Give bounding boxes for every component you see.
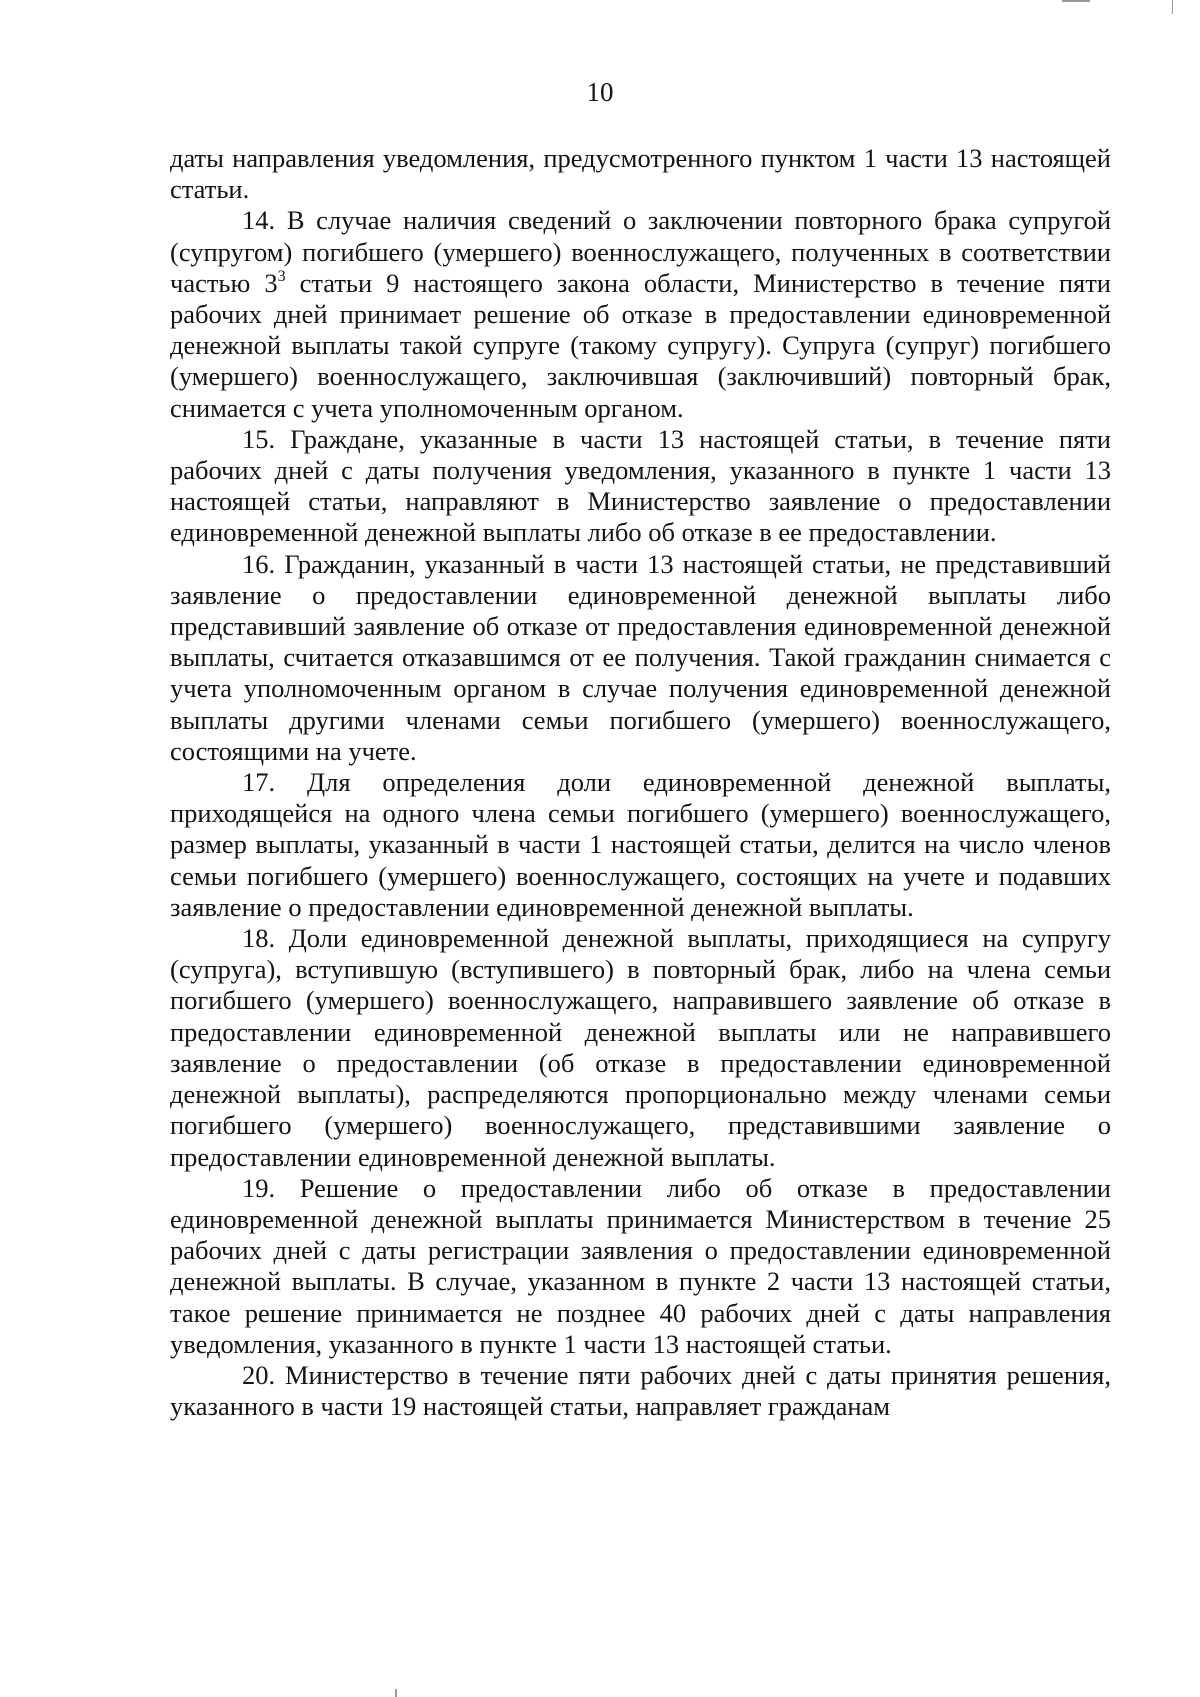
scan-mark-bottom — [395, 1689, 397, 1697]
paragraph-15: 15. Граждане, указанные в части 13 настоящей статьи, в течение пяти рабочих дней с даты получения уведомления, указанного в пункте 1 части 13 настоящей статьи, направляют в Министерство заявление о предоставлении единовременной денежной выплаты либо об отказе в ее предоставлении. — [170, 423, 1111, 548]
paragraph-16: 16. Гражданин, указанный в части 13 настоящей статьи, не представивший заявление о предоставлении единовременной денежной выплаты либо представивший заявление об отказе от предоставления единовременной денежной выплаты, считается отказавшимся от ее получения. Такой гражданин снимается с учета уполномоченным органом в случае получения единовременной денежной выплаты другими членами семьи погибшего (умершего) военнослужащего, состоящими на учете. — [170, 548, 1111, 766]
paragraph-14-text-start: 14. В случае наличия сведений о заключении повторного брака супругой (супругом) погибшего (умершего) военнослужащего, полученных в соответствии частью 3 — [170, 205, 1111, 298]
paragraph-17: 17. Для определения доли единовременной денежной выплаты, приходящейся на одного члена семьи погибшего (умершего) военнослужащего, размер выплаты, указанный в части 1 настоящей статьи, делится на число членов семьи погибшего (умершего) военнослужащего, состоящих на учете и подавших заявление о предоставлении единовременной денежной выплаты. — [170, 767, 1111, 922]
document-body — [170, 143, 1111, 1422]
page-number: 10 — [586, 77, 614, 107]
scan-mark-top-right-edge — [1172, 0, 1173, 14]
paragraph-19: 19. Решение о предоставлении либо об отказе в предоставлении единовременной денежной выплаты принимается Министерством в течение 25 рабочих дней с даты регистрации заявления о предоставлении единовременной денежной выплаты. В случае, указанном в пункте 2 части 13 настоящей статьи, такое решение принимается не позднее 40 рабочих дней с даты направления уведомления, указанного в пункте 1 части 13 настоящей статьи. — [170, 1172, 1111, 1359]
paragraph-18: 18. Доли единовременной денежной выплаты, приходящиеся на супругу (супруга), вступившую (вступившего) в повторный брак, либо на члена семьи погибшего (умершего) военнослужащего, направившего заявление об отказе в предоставлении единовременной денежной выплаты или не направившего заявление о предоставлении (об отказе в предоставлении единовременной денежной выплаты), распределяются пропорционально между членами семьи погибшего (умершего) военнослужащего, представившими заявление о предоставлении единовременной денежной выплаты. — [170, 923, 1111, 1172]
scan-mark-top-right — [1062, 0, 1090, 2]
paragraph-14 — [170, 205, 1111, 423]
paragraph-continuation: даты направления уведомления, предусмотренного пунктом 1 части 13 настоящей статьи. — [170, 143, 1111, 205]
paragraph-14-text-end: статьи 9 настоящего закона области, Министерство в течение пяти рабочих дней принимает решение об отказе в предоставлении единовременной денежной выплаты такой супруге (такому супругу). Супруга (супруг) погибшего (умершего) военнослужащего, заключившая (заключивший) повторный брак, снимается с учета уполномоченным органом. — [170, 267, 1111, 423]
paragraph-14-superscript: 3 — [277, 267, 286, 285]
paragraph-20: 20. Министерство в течение пяти рабочих дней с даты принятия решения, указанного в части 19 настоящей статьи, направляет гражданам — [170, 1359, 1111, 1422]
